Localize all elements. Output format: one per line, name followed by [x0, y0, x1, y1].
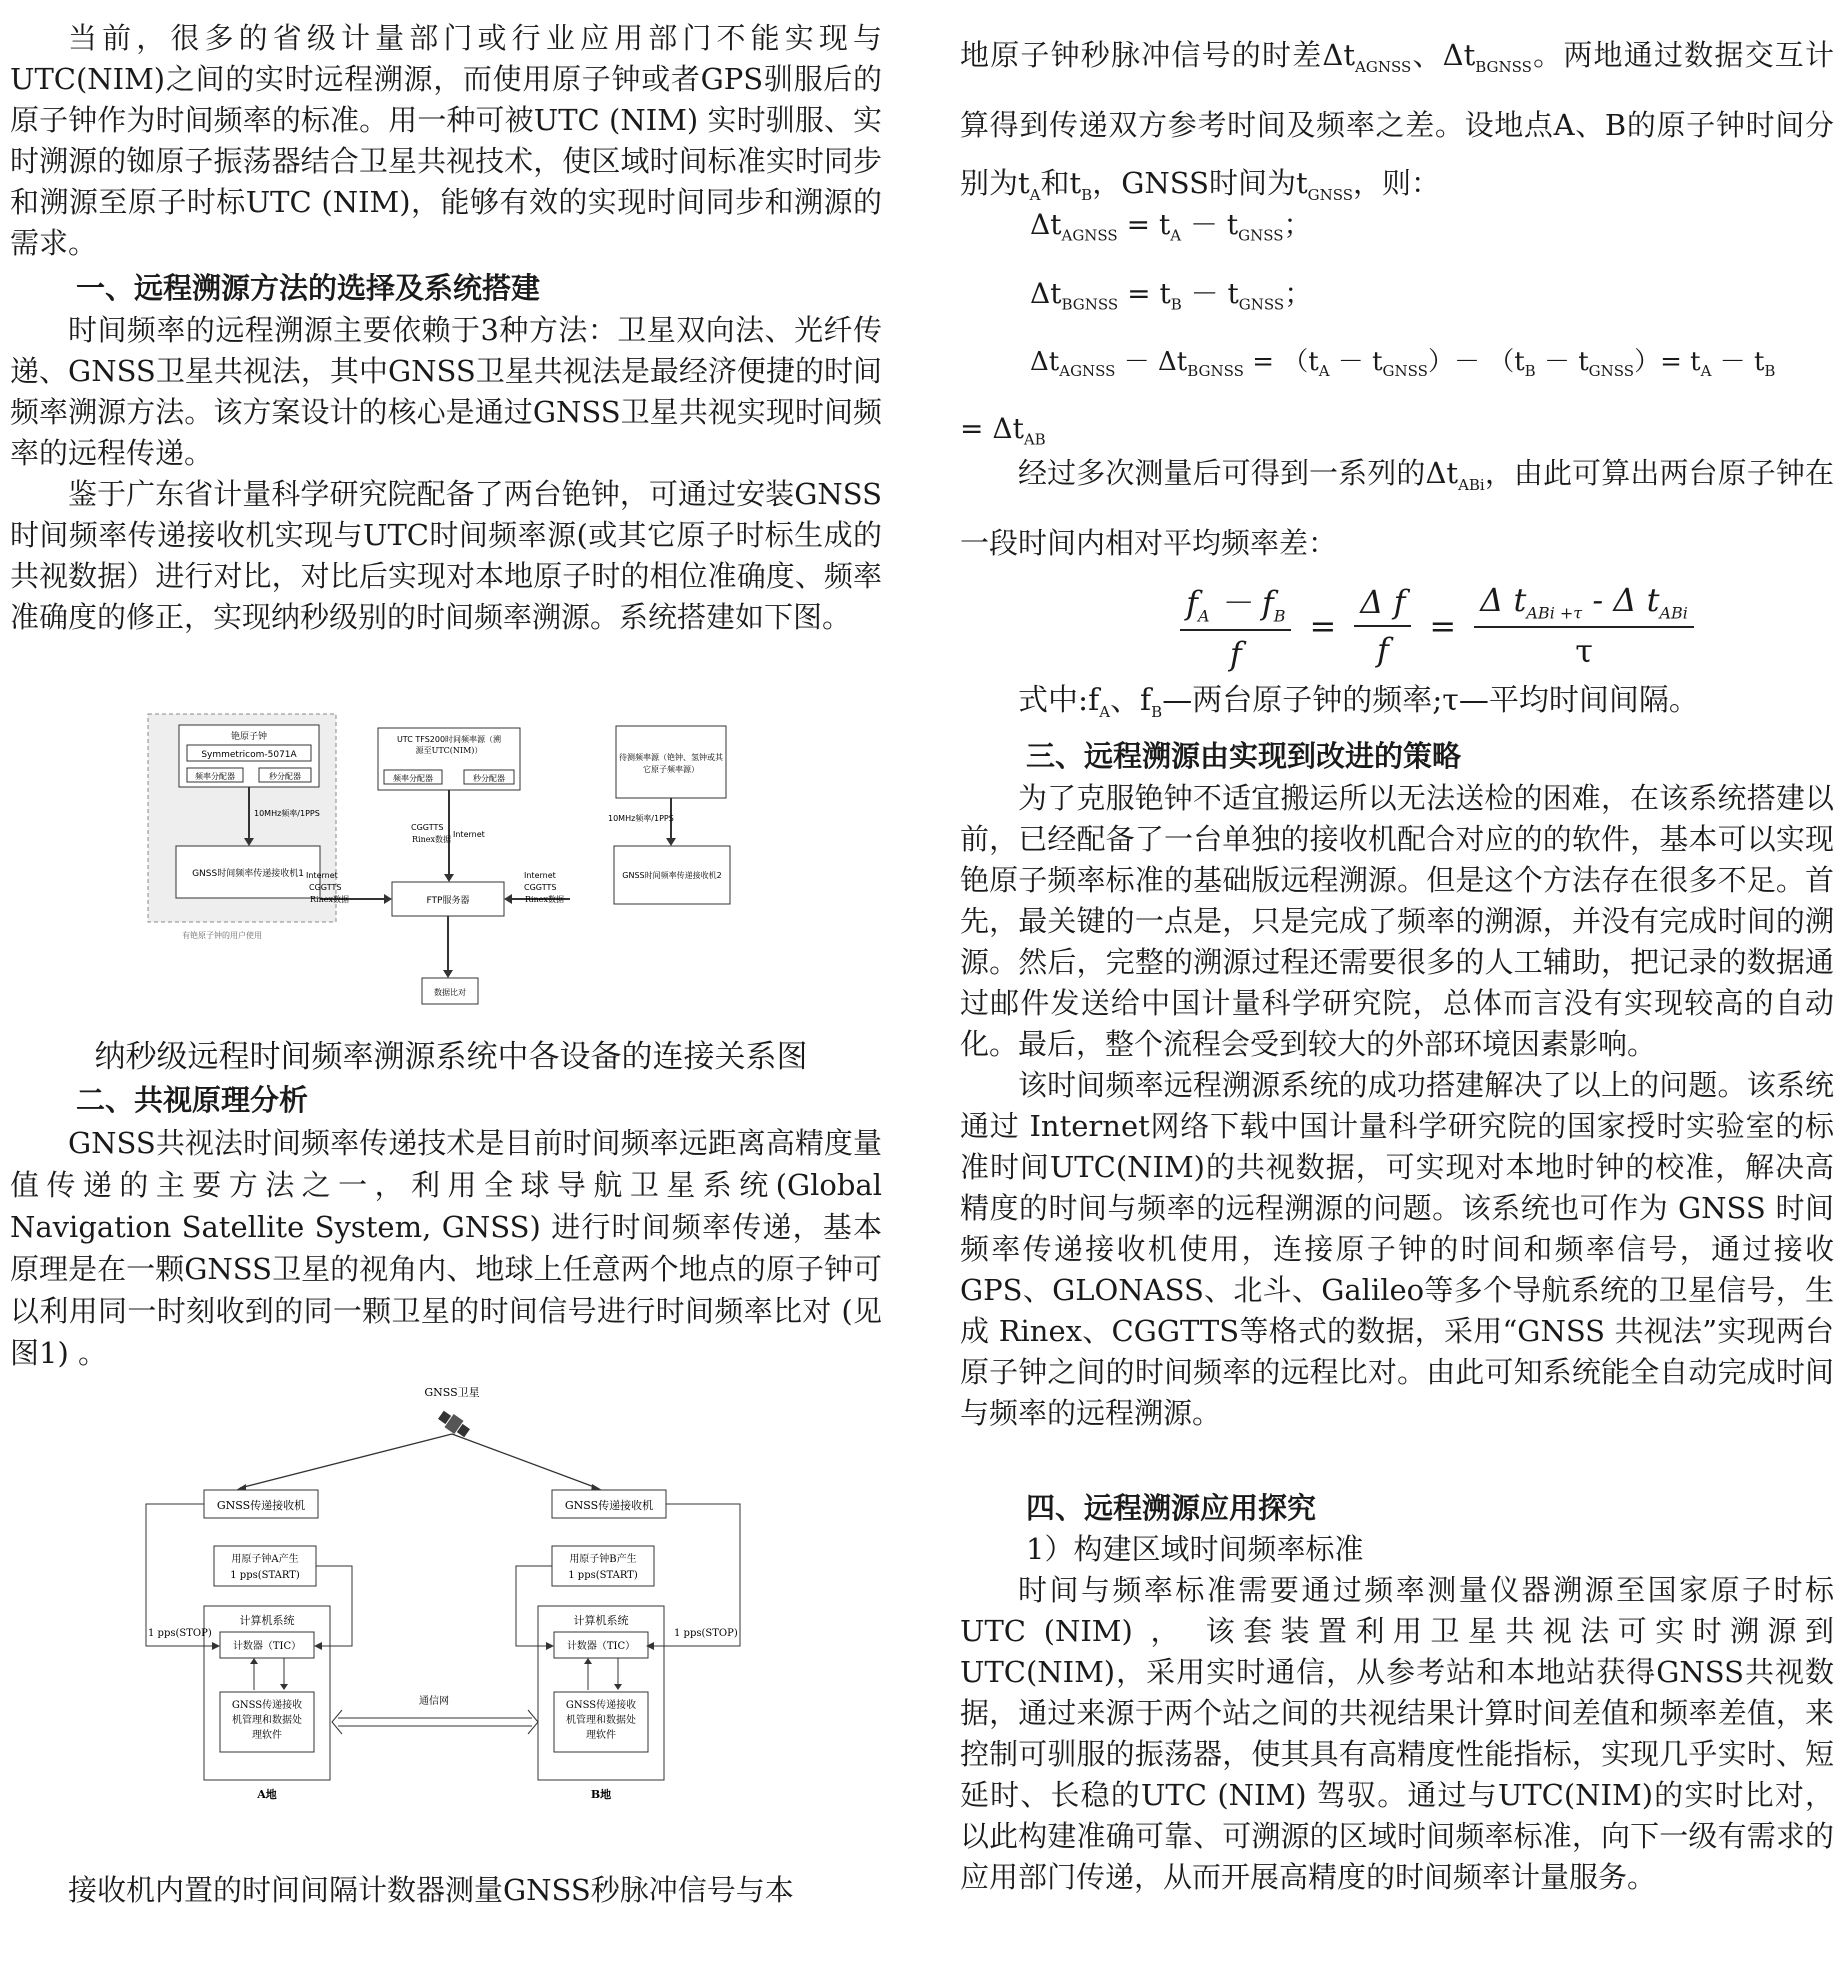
satellite-label: GNSS卫星	[424, 1386, 480, 1399]
principle-paragraph: GNSS共视法时间频率传递技术是目前时间频率远距离高精度量值传递的主要方法之一，利用全球导航卫星系统(Global Navigation Satellite System, GNSS) 进行时间频率传递，基本原理是在一颗GNSS卫星的视角内、地球上任意两个地点的原子钟可以利用同一时刻收到的同一颗卫星的时间信号进行时间频率比对 (见图1) 。	[10, 1126, 882, 1370]
subheading-1: 1）构建区域时间频率标准	[1026, 1532, 1364, 1566]
site-a: A地	[257, 1788, 277, 1801]
svg-text:GNSS传递接收: GNSS传递接收	[565, 1700, 637, 1711]
section-heading-2: 二、共视原理分析	[76, 1083, 309, 1117]
section-heading-3: 三、远程溯源由实现到改进的策略	[1026, 739, 1462, 773]
svg-text:Internet: Internet	[453, 830, 485, 839]
tic-b: 计数器（TIC）	[566, 1641, 636, 1652]
equation-2: $\Delta t_{BGNSS} = t_B - t_{GNSS}$；	[1030, 276, 1313, 314]
svg-text:Internet: Internet	[306, 871, 338, 880]
common-view-diagram	[142, 1384, 772, 1840]
svg-text:CGGTTS: CGGTTS	[309, 883, 342, 892]
svg-text:机管理和数据处: 机管理和数据处	[566, 1715, 636, 1726]
svg-text:Internet: Internet	[524, 871, 556, 880]
svg-text:用原子钟A产生: 用原子钟A产生	[231, 1554, 299, 1565]
equation-1: $\Delta t_{AGNSS} = t_A - t_{GNSS}$；	[1030, 208, 1312, 245]
svg-text:GNSS传递接收: GNSS传递接收	[231, 1700, 303, 1711]
computer-b: 计算机系统	[573, 1614, 629, 1627]
svg-text:机管理和数据处: 机管理和数据处	[232, 1715, 302, 1726]
application-paragraph: 时间与频率标准需要通过频率测量仪器溯源至国家原子时标UTC (NIM) ， 该套装置利用卫星共视法可实时溯源到UTC(NIM)，采用实时通信，从参考站和本地站获得GNSS共视数据，通过来源于两个站之间的共视结果计算时间差值和频率差值，来控制可驯服的振荡器，使其具有高精度性能指标，实现几乎实时、短延时、长稳的UTC (NIM) 驾驭。通过与UTC(NIM)的实时比对，以此构建准确可靠、可溯源的区域时间频率标准，向下一级有需求的应用部门传递，从而开展高精度的时间频率计量服务。	[960, 1573, 1834, 1894]
formula-note: 式中$:f_A$、$f_B—$两台原子钟的频率;τ—平均时间间隔。	[1018, 683, 1699, 721]
stop-a: 1 pps(STOP)	[148, 1628, 212, 1639]
computer-a: 计算机系统	[239, 1614, 295, 1627]
equation-4: = $\Delta t_{AB}$	[960, 412, 1046, 449]
svg-text:1 pps(START): 1 pps(START)	[568, 1570, 638, 1581]
setup-paragraph: 鉴于广东省计量科学研究院配备了两台铯钟，可通过安装GNSS时间频率传递接收机实现与UTC时间频率源(或其它原子时标生成的共视数据）进行对比，对比后实现对本地原子时的相位准确度、频率准确度的修正，实现纳秒级别的时间频率溯源。系统搭建如下图。	[10, 477, 882, 634]
group-label: 有铯原子钟的用户使用	[182, 931, 262, 940]
svg-text:它原子频率源）: 它原子频率源）	[643, 765, 699, 774]
data-compare: 数据比对	[434, 988, 466, 997]
sec-divider: 秒分配器	[269, 772, 301, 781]
figure-caption: 纳秒级远程时间频率溯源系统中各设备的连接关系图	[94, 1039, 808, 1075]
time-diff-paragraph: 地原子钟秒脉冲信号的时差$\Delta t_{AGNSS}$、$\Delta t_{BGNSS}$。两地通过数据交互计算得到传递双方参考时间及频率之差。设地点A、B的原子钟时间分别为$t_A$和$t_B$，GNSS时间为$t_{GNSS}$，则：	[960, 38, 1834, 204]
receiver-1: GNSS时间频率传递接收机1	[192, 869, 304, 879]
system-connection-diagram	[146, 712, 766, 1012]
site-b: B地	[590, 1788, 612, 1801]
ftp-server: FTP服务器	[426, 896, 470, 906]
svg-text:待测频率源（铯钟、氢钟或其: 待测频率源（铯钟、氢钟或其	[619, 753, 723, 762]
section-heading-1: 一、远程溯源方法的选择及系统搭建	[76, 271, 541, 305]
svg-text:理软件: 理软件	[252, 1730, 282, 1741]
frequency-formula: $\frac{f_A - f_B}{f}$ = $\frac{\text{Δ f}}{f}$ = $\frac{\Delta t_{ABi +\tau} - \Delta t_{ABi}}{\tau}$	[1040, 578, 1834, 673]
signal-label-2: 10MHz频率/1PPS	[608, 814, 674, 823]
utc-freq-divider: 频率分配器	[393, 774, 433, 783]
svg-text:Rinex数据: Rinex数据	[412, 835, 451, 844]
freq-divider: 频率分配器	[195, 772, 235, 781]
cesium-clock-title: 铯原子钟	[230, 732, 268, 742]
receiver-b: GNSS传递接收机	[564, 1499, 654, 1512]
svg-text:Rinex数据: Rinex数据	[525, 895, 564, 904]
signal-label-1: 10MHz频率/1PPS	[254, 809, 320, 818]
svg-text:UTC TFS200时间频率源（溯: UTC TFS200时间频率源（溯	[396, 735, 502, 744]
intro-paragraph: 当前，很多的省级计量部门或行业应用部门不能实现与UTC(NIM)之间的实时远程溯源，而使用原子钟或者GPS驯服后的原子钟作为时间频率的标准。用一种可被UTC (NIM) 实时驯服、实时溯源的铷原子振荡器结合卫星共视技术，使区域时间标准实时同步和溯源至原子时标UTC (NIM)，能够有效的实现时间同步和溯源的需求。	[10, 21, 882, 260]
svg-text:CGGTTS: CGGTTS	[411, 823, 444, 832]
strategy-paragraph: 为了克服铯钟不适宜搬运所以无法送检的困难，在该系统搭建以前，已经配备了一台单独的接收机配合对应的的软件，基本可以实现铯原子频率标准的基础版远程溯源。但是这个方法存在很多不足。首先，最关键的一点是，只是完成了频率的溯源，并没有完成时间的溯源。然后，完整的溯源过程还需要很多的人工辅助，把记录的数据通过邮件发送给中国计量科学研究院，总体而言没有实现较高的自动化。最后，整个流程会受到较大的外部环境因素影响。	[960, 781, 1834, 1061]
methods-paragraph: 时间频率的远程溯源主要依赖于3种方法：卫星双向法、光纤传递、GNSS卫星共视法，其中GNSS卫星共视法是最经济便捷的时间频率溯源方法。该方案设计的核心是通过GNSS卫星共视实现时间频率的远程传递。	[10, 313, 882, 470]
svg-text:CGGTTS: CGGTTS	[524, 883, 557, 892]
cesium-model: Symmetricom-5071A	[201, 750, 297, 760]
tic-a: 计数器（TIC）	[232, 1641, 302, 1652]
receiver-paragraph: 接收机内置的时间间隔计数器测量GNSS秒脉冲信号与本	[68, 1873, 794, 1907]
stop-b: 1 pps(STOP)	[674, 1628, 738, 1639]
utc-sec-divider: 秒分配器	[473, 774, 505, 783]
network-label: 通信网	[419, 1696, 449, 1707]
svg-text:理软件: 理软件	[586, 1730, 616, 1741]
receiver-2: GNSS时间频率传递接收机2	[622, 871, 722, 880]
svg-text:1 pps(START): 1 pps(START)	[230, 1570, 300, 1581]
section-heading-4: 四、远程溯源应用探究	[1026, 1491, 1317, 1525]
svg-text:用原子钟B产生: 用原子钟B产生	[569, 1554, 637, 1565]
series-paragraph: 经过多次测量后可得到一系列的$\Delta t_{ABi}$，由此可算出两台原子钟在一段时间内相对平均频率差：	[960, 456, 1834, 560]
svg-text:Rinex数据: Rinex数据	[310, 895, 349, 904]
receiver-a: GNSS传递接收机	[216, 1499, 306, 1512]
svg-text:源至UTC(NIM)）: 源至UTC(NIM)）	[415, 746, 483, 755]
solution-paragraph: 该时间频率远程溯源系统的成功搭建解决了以上的问题。该系统通过 Internet网络下载中国计量科学研究院的国家授时实验室的标准时间UTC(NIM)的共视数据，可实现对本地时钟的校准，解决高精度的时间与频率的远程溯源的问题。该系统也可作为 GNSS 时间频率传递接收机使用，连接原子钟的时间和频率信号，通过接收 GPS、GLONASS、北斗、Galileo等多个导航系统的卫星信号，生成 Rinex、CGGTTS等格式的数据，采用“GNSS 共视法”实现两台原子钟之间的时间频率的远程比对。由此可知系统能全自动完成时间与频率的远程溯源。	[960, 1068, 1834, 1430]
equation-3: $\Delta t_{AGNSS} - \Delta t_{BGNSS} = (t_A - t_{GNSS})- (t_B - t_{GNSS})= t_A - t_B$	[1030, 347, 1776, 381]
